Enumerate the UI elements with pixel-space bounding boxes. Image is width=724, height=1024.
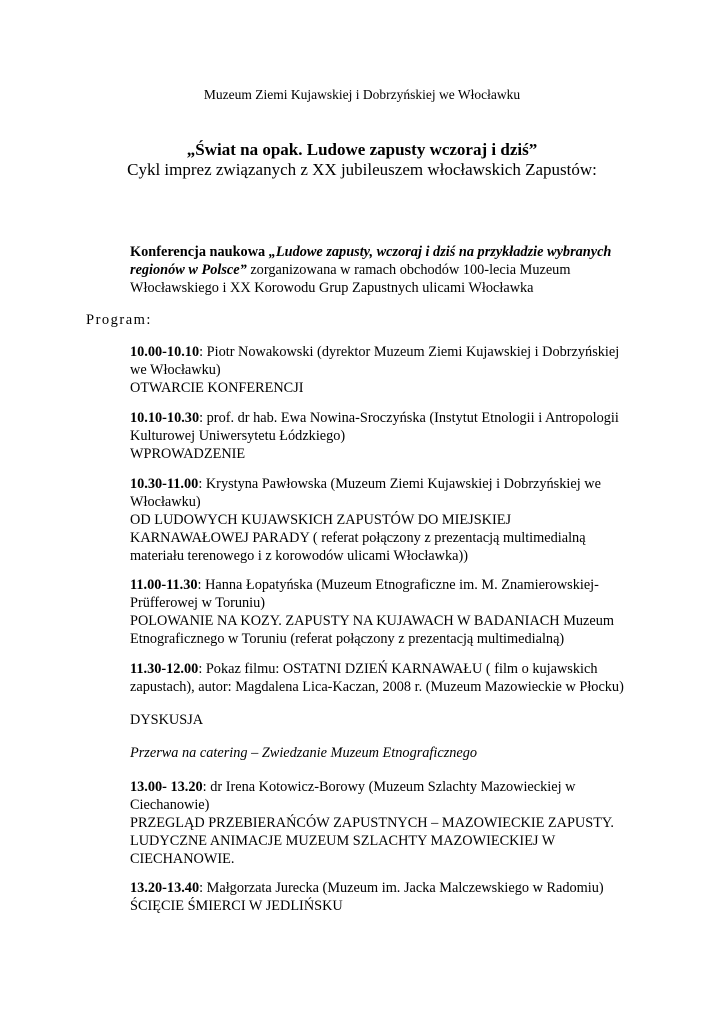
conference-occasion-text: Włocławskiego i XX Korowodu Grup Zapustnych ulicami Włocławka <box>130 280 534 296</box>
conference-description <box>130 243 650 297</box>
item-topic: CIECHANOWIE. <box>130 851 235 867</box>
program-item <box>130 778 650 868</box>
item-text: KARNAWAŁOWEJ PARADY ( referat połączony z prezentacją multimedialną <box>130 530 586 546</box>
item-text: : prof. dr hab. Ewa Nowina-Sroczyńska (Instytut Etnologii i Antropologii <box>199 410 619 426</box>
item-topic: PRZEGLĄD PRZEBIERAŃCÓW ZAPUSTNYCH – MAZOWIECKIE ZAPUSTY. <box>130 815 614 831</box>
item-text: Kulturowej Uniwersytetu Łódzkiego) <box>130 428 346 444</box>
item-text: we Włocławku) <box>130 362 221 378</box>
program-item <box>130 660 650 696</box>
item-text: Prüfferowej w Toruniu) <box>130 595 266 611</box>
item-text: : Małgorzata Jurecka (Muzeum im. Jacka Malczewskiego w Radomiu) <box>199 880 604 896</box>
item-time: 10.00-10.10 <box>130 344 200 360</box>
item-time: 10.30-11.00 <box>130 476 199 492</box>
item-time: 11.30-12.00 <box>130 661 199 677</box>
item-topic: ŚCIĘCIE ŚMIERCI W JEDLIŃSKU <box>130 898 343 914</box>
item-time: 10.10-10.30 <box>130 410 200 426</box>
item-text: : Piotr Nowakowski (dyrektor Muzeum Ziemi Kujawskiej i Dobrzyńskiej <box>199 344 620 360</box>
item-text: : Hanna Łopatyńska (Muzeum Etnograficzne im. M. Znamierowskiej- <box>197 577 599 593</box>
item-topic: LUDYCZNE ANIMACJE MUZEUM SZLACHTY MAZOWIECKIEJ W <box>130 833 556 849</box>
item-text: Etnograficznego w Toruniu (referat połączony z prezentacją multimedialną) <box>130 631 565 647</box>
conference-label: Konferencja naukowa <box>130 244 269 260</box>
program-item <box>130 475 650 565</box>
item-text: Ciechanowie) <box>130 797 210 813</box>
program-item <box>130 409 650 463</box>
event-title: „Świat na opak. Ludowe zapusty wczoraj i dziś” <box>186 140 538 159</box>
item-text: zapustach), autor: Magdalena Lica-Kaczan, 2008 r. (Muzeum Mazowieckie w Płocku) <box>130 679 624 695</box>
program-label: Program: <box>86 312 152 328</box>
item-text: Włocławku) <box>130 494 201 510</box>
item-topic: POLOWANIE NA KOZY. ZAPUSTY NA KUJAWACH W BADANIACH Muzeum <box>130 613 615 629</box>
item-text: materiału terenowego i z korowodów ulicami Włocławka)) <box>130 548 468 564</box>
program-item <box>130 879 650 915</box>
conference-title-part2: regionów w Polsce” <box>130 262 247 278</box>
break-note: Przerwa na catering – Zwiedzanie Muzeum Etnograficznego <box>130 745 478 761</box>
item-topic: OTWARCIE KONFERENCJI <box>130 380 304 396</box>
item-text: : Krystyna Pawłowska (Muzeum Ziemi Kujawskiej i Dobrzyńskiej we <box>198 476 601 492</box>
conference-title-part1: „Ludowe zapusty, wczoraj i dziś na przykładzie wybranych <box>268 244 612 260</box>
museum-header: Muzeum Ziemi Kujawskiej i Dobrzyńskiej we Włocławku <box>203 87 521 102</box>
item-topic: OD LUDOWYCH KUJAWSKICH ZAPUSTÓW DO MIEJSKIEJ <box>130 512 512 528</box>
discussion-label: DYSKUSJA <box>130 712 204 728</box>
item-text: : dr Irena Kotowicz-Borowy (Muzeum Szlachty Mazowieckiej w <box>202 779 576 795</box>
conference-organized-text: zorganizowana w ramach obchodów 100-lecia Muzeum <box>246 262 571 278</box>
item-time: 13.20-13.40 <box>130 880 200 896</box>
event-subtitle: Cykl imprez związanych z XX jubileuszem włocławskich Zapustów: <box>127 160 597 179</box>
item-topic: WPROWADZENIE <box>130 446 246 462</box>
item-text: : Pokaz filmu: OSTATNI DZIEŃ KARNAWAŁU ( film o kujawskich <box>198 661 598 677</box>
item-time: 13.00- 13.20 <box>130 779 203 795</box>
item-time: 11.00-11.30 <box>130 577 198 593</box>
program-item <box>130 343 650 397</box>
program-item <box>130 576 650 648</box>
